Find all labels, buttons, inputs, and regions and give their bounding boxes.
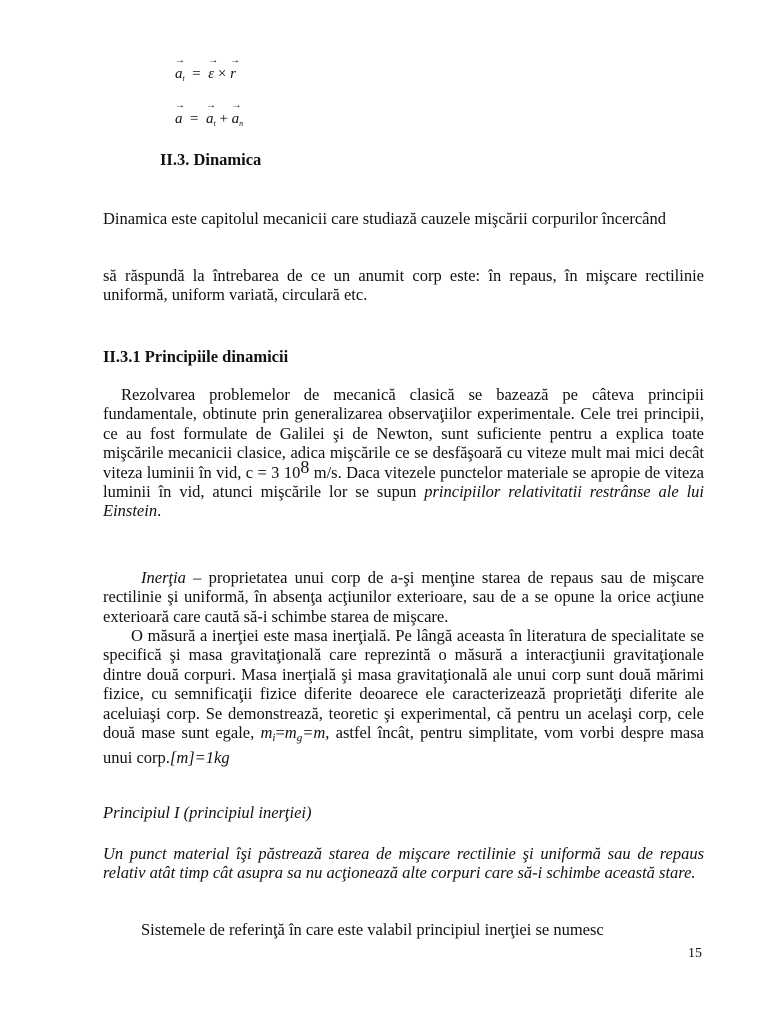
cross-operator: ×: [217, 66, 227, 82]
vector-a: → a: [175, 66, 183, 83]
mass-text: O măsură a inerţiei este masa inerţială. Pe lângă aceasta în literatura de specialitate se specifică şi masa gravitaţională care reprezintă o măsură a interacţiunii gravitaţionale dintre două corpuri. Masa inerţială şi masa gravitaţională ale unui corp sunt două mărimi fizice, cu semnificaţii fizice diferite deoarece ele caracterizează proprietăţi diferite ale aceluiaşi corp. Se demonstrează, teoretic şi experimental, că pentru un acelaşi corp, cele două mase sunt egale,: [103, 626, 704, 743]
subscript-n: n: [239, 119, 244, 128]
mass-text-mid: , astfel încât, pentru simplitate, vom vorbi despre masa unui corp.: [103, 723, 704, 768]
vector-a: → a: [175, 111, 183, 128]
inertia-definition: [103, 568, 704, 626]
vector-a-n: → a: [232, 111, 240, 128]
principle-1-title: Principiul I (principiul inerţiei): [103, 803, 312, 822]
subscript-t: t: [182, 74, 185, 83]
section-heading: II.3. Dinamica: [160, 150, 262, 169]
principles-paragraph: Rezolvarea problemelor de mecanică clasică se bazează pe câteva principii fundamentale, obtinute prin generalizarea observaţiilor experimentale. Cele trei principii, ce au fost formulate de Galilei şi de Newton, sunt suficiente pentru a explica toate mişcările mecanicii clasice, adica mişcările ce se desfăşoară cu viteze mult mai mici decât viteza luminii în vid, c = 3 108 m/s. Daca vitezele punctelor materiale se apropie de viteza luminii în vid, atunci mişcările lor se supun principiilor relativitatii restrânse ale lui Einstein.: [103, 385, 704, 521]
subsection-heading: II.3.1 Principiile dinamicii: [103, 347, 289, 366]
subscript-t: t: [213, 119, 216, 128]
inertia-term: Inerţia: [141, 568, 186, 587]
principles-text-mid: m/s. Daca vitezele punctelor materiale se apropie de viteza luminii în vid, atunci mişcările lor se supun: [103, 462, 704, 502]
einstein-reference: principiilor relativitatii restrânse ale lui Einstein: [103, 482, 704, 521]
exponent: 8: [300, 456, 310, 477]
mass-paragraph: [103, 626, 704, 768]
reference-systems-paragraph: Sistemele de referinţă în care este valabil principiul inerţiei se numesc: [141, 920, 604, 939]
intro-paragraph-2: să răspundă la întrebarea de ce un anumit corp este: în repaus, în mişcare rectilinie uniformă, uniform variată, circulară etc.: [103, 266, 704, 305]
plus-operator: +: [219, 111, 228, 127]
equation-total-acceleration: → a = → $a_t$ + → $a_n$: [175, 111, 243, 128]
inertia-text: – proprietatea unui corp de a-şi menţine starea de repaus sau de mişcare rectilinie şi uniformă, în absenţa acţiunilor exterioare, sau de a se opune la orice acţiune exterioară care caută să-i schimbe starea de mişcare.: [103, 568, 704, 626]
equation-angular-acceleration: → $a_t$ = → ε × → r: [175, 66, 236, 83]
page-number: 15: [688, 946, 702, 961]
principle-1-statement: Un punct material îşi păstrează starea de mişcare rectilinie şi uniformă sau de repaus relativ atât timp cât asupra sa nu acţionează alte corpuri care să-i schimbe această stare.: [103, 844, 704, 883]
vector-r: → r: [230, 66, 236, 83]
mass-formula: $m_i=m_g=m$: [260, 723, 326, 745]
vector-a-t: → a: [206, 111, 214, 128]
principles-text: Rezolvarea problemelor de mecanică clasică se bazează pe câteva principii fundamentale, obtinute prin generalizarea observaţiilor experimentale. Cele trei principii, ce au fost formulate de Galilei şi de Newton, sunt suficiente pentru a explica toate mişcările mecanicii clasice, adica mişcările ce se desfăşoară cu viteze mult mai mici decât viteza luminii în vid, c = 3 10: [103, 385, 704, 482]
vector-epsilon: → ε: [208, 66, 214, 83]
mass-unit: [m]=1kg: [169, 748, 230, 768]
intro-paragraph-1: Dinamica este capitolul mecanicii care studiază cauzele mişcării corpurilor încercând: [103, 209, 667, 228]
